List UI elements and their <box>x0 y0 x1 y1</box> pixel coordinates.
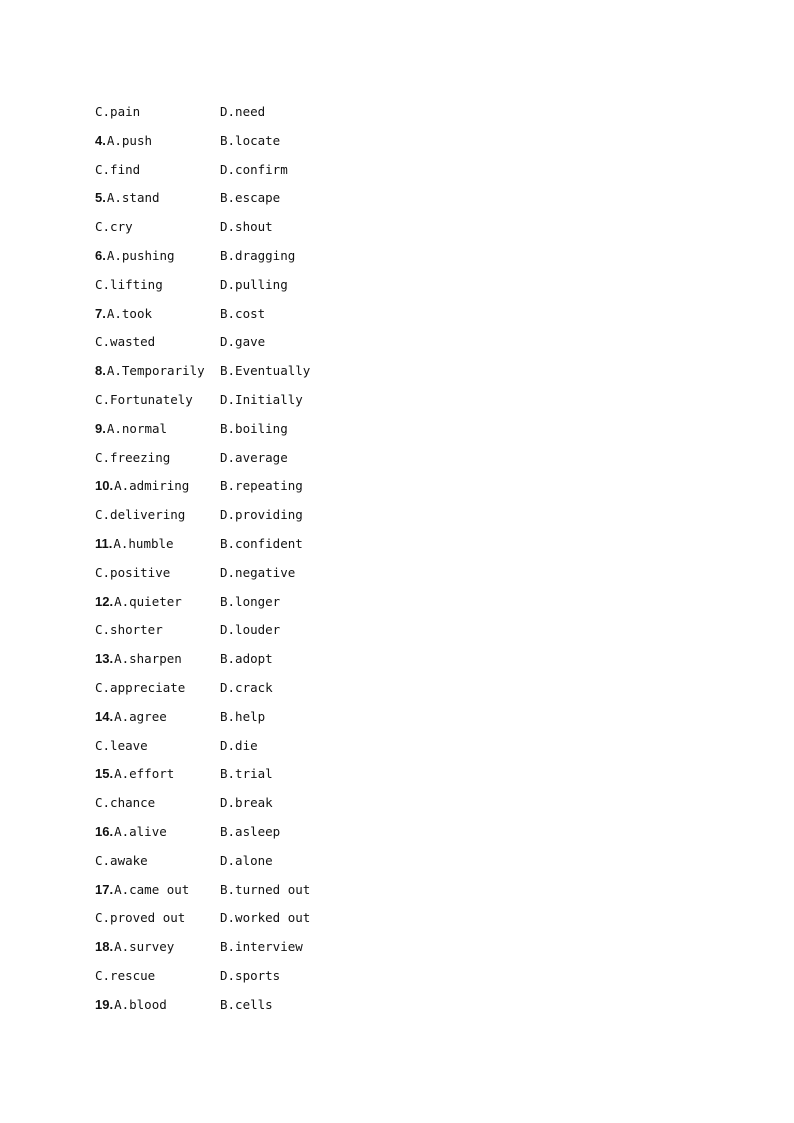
option-right-text: D.crack <box>220 679 273 695</box>
question-options-list <box>95 102 415 1024</box>
option-left <box>95 707 167 727</box>
option-left-text: A.alive <box>114 823 167 839</box>
option-left <box>95 160 140 180</box>
option-left <box>95 822 167 842</box>
option-row <box>95 419 415 448</box>
option-left <box>95 188 160 208</box>
option-left-text: C.leave <box>95 737 148 753</box>
option-left-text: A.quieter <box>114 593 182 609</box>
option-right-text: D.average <box>220 449 288 465</box>
option-left <box>95 505 185 525</box>
question-number: 17. <box>95 881 114 897</box>
option-left-text: A.effort <box>114 766 175 782</box>
option-right-text: D.worked out <box>220 910 311 926</box>
option-right-text: D.die <box>220 737 258 753</box>
option-left <box>95 649 182 669</box>
question-number: 18. <box>95 939 114 955</box>
option-left-text: A.stand <box>106 190 160 206</box>
option-left <box>95 419 167 439</box>
option-row <box>95 880 415 909</box>
question-number: 6. <box>95 247 106 263</box>
question-number: 8. <box>95 363 106 379</box>
option-left-text: C.rescue <box>95 967 156 983</box>
option-row <box>95 563 415 592</box>
option-right-text: B.Eventually <box>220 363 311 379</box>
option-row <box>95 592 415 621</box>
option-left-text: A.admiring <box>114 478 190 494</box>
option-left <box>95 937 174 957</box>
option-right-text: D.Initially <box>220 391 303 407</box>
option-right-text: B.confident <box>220 535 303 551</box>
option-left <box>95 736 148 756</box>
option-left <box>95 304 152 324</box>
option-row <box>95 505 415 534</box>
option-row <box>95 908 415 937</box>
option-right-text: B.dragging <box>220 247 296 263</box>
option-left <box>95 620 163 640</box>
option-row <box>95 534 415 563</box>
option-left <box>95 995 167 1015</box>
option-left-text: A.took <box>106 305 152 321</box>
option-row <box>95 995 415 1024</box>
question-number: 12. <box>95 593 114 609</box>
option-right-text: B.locate <box>220 132 281 148</box>
question-number: 9. <box>95 420 106 436</box>
option-left <box>95 332 155 352</box>
option-row <box>95 275 415 304</box>
option-row <box>95 390 415 419</box>
option-row <box>95 332 415 361</box>
option-row <box>95 131 415 160</box>
option-left <box>95 793 155 813</box>
option-right-text: B.cost <box>220 305 266 321</box>
option-left <box>95 390 193 410</box>
option-right-text: D.confirm <box>220 161 288 177</box>
option-left-text: C.awake <box>95 852 148 868</box>
option-left-text: A.agree <box>114 708 167 724</box>
question-number: 19. <box>95 996 114 1012</box>
option-right-text: D.need <box>220 104 266 119</box>
option-left-text: C.shorter <box>95 622 163 638</box>
option-row <box>95 304 415 333</box>
option-left <box>95 361 205 381</box>
option-row <box>95 649 415 678</box>
option-left-text: A.push <box>106 132 152 148</box>
option-left-text: C.lifting <box>95 276 163 292</box>
option-left-text: C.delivering <box>95 507 186 523</box>
option-row <box>95 361 415 390</box>
option-left <box>95 678 185 698</box>
question-number: 16. <box>95 823 114 839</box>
option-row <box>95 966 415 995</box>
option-left-text: C.appreciate <box>95 679 186 695</box>
option-left <box>95 246 175 266</box>
option-left <box>95 131 152 151</box>
option-right-text: B.adopt <box>220 651 273 667</box>
option-right-text: B.trial <box>220 766 273 782</box>
question-number: 5. <box>95 190 106 206</box>
option-left-text: C.find <box>95 161 141 177</box>
option-row <box>95 620 415 649</box>
option-right-text: B.escape <box>220 190 281 206</box>
question-number: 13. <box>95 651 114 667</box>
option-right-text: B.asleep <box>220 823 281 839</box>
option-left <box>95 217 133 237</box>
option-right-text: B.turned out <box>220 881 311 897</box>
option-left <box>95 275 163 295</box>
option-left <box>95 764 174 784</box>
option-left-text: A.survey <box>114 939 175 955</box>
option-left-text: C.cry <box>95 219 133 235</box>
option-left-text: A.Temporarily <box>106 363 205 379</box>
option-left <box>95 966 155 986</box>
option-row <box>95 217 415 246</box>
option-right-text: B.help <box>220 708 266 724</box>
option-left <box>95 534 174 554</box>
option-left-text: A.normal <box>106 420 168 436</box>
option-row <box>95 160 415 189</box>
option-row <box>95 678 415 707</box>
option-left <box>95 592 182 612</box>
question-number: 4. <box>95 132 106 148</box>
option-left <box>95 563 170 583</box>
option-row <box>95 764 415 793</box>
option-right-text: B.longer <box>220 593 281 609</box>
option-right-text: B.boiling <box>220 420 288 436</box>
option-left <box>95 102 140 122</box>
option-left <box>95 476 189 496</box>
option-right-text: D.gave <box>220 334 266 350</box>
option-right-text: D.pulling <box>220 276 288 292</box>
option-left <box>95 448 170 468</box>
option-left-text: A.pushing <box>106 247 175 263</box>
option-row <box>95 246 415 275</box>
option-row <box>95 188 415 217</box>
option-row <box>95 937 415 966</box>
option-row <box>95 476 415 505</box>
option-row <box>95 736 415 765</box>
option-left-text: C.wasted <box>95 334 156 350</box>
option-left-text: C.chance <box>95 795 156 811</box>
option-right-text: D.louder <box>220 622 281 638</box>
question-number: 10. <box>95 478 114 494</box>
option-left-text: C.pain <box>95 104 141 119</box>
option-left-text: C.proved out <box>95 910 186 926</box>
option-left-text: A.came out <box>114 881 190 897</box>
question-number: 15. <box>95 766 114 782</box>
option-left <box>95 908 185 928</box>
option-left-text: C.Fortunately <box>95 391 193 407</box>
option-left-text: C.positive <box>95 564 171 580</box>
option-left-text: C.freezing <box>95 449 171 465</box>
question-number: 14. <box>95 708 114 724</box>
question-number: 11. <box>95 535 113 551</box>
option-right-text: B.cells <box>220 996 273 1012</box>
option-right-text: D.break <box>220 795 273 811</box>
option-left-text: A.sharpen <box>114 651 182 667</box>
option-right-text: B.repeating <box>220 478 303 494</box>
option-right-text: D.alone <box>220 852 273 868</box>
option-right-text: D.negative <box>220 564 296 580</box>
option-row <box>95 448 415 477</box>
option-left <box>95 880 189 900</box>
option-row <box>95 707 415 736</box>
option-row <box>95 793 415 822</box>
option-left-text: A.blood <box>114 996 167 1012</box>
option-right-text: D.providing <box>220 507 303 523</box>
option-row <box>95 102 415 131</box>
option-right-text: D.sports <box>220 967 281 983</box>
option-row <box>95 851 415 880</box>
option-left-text: A.humble <box>113 535 174 551</box>
option-row <box>95 822 415 851</box>
option-left <box>95 851 148 871</box>
question-number: 7. <box>95 305 106 321</box>
option-right-text: B.interview <box>220 939 303 955</box>
option-right-text: D.shout <box>220 219 273 235</box>
